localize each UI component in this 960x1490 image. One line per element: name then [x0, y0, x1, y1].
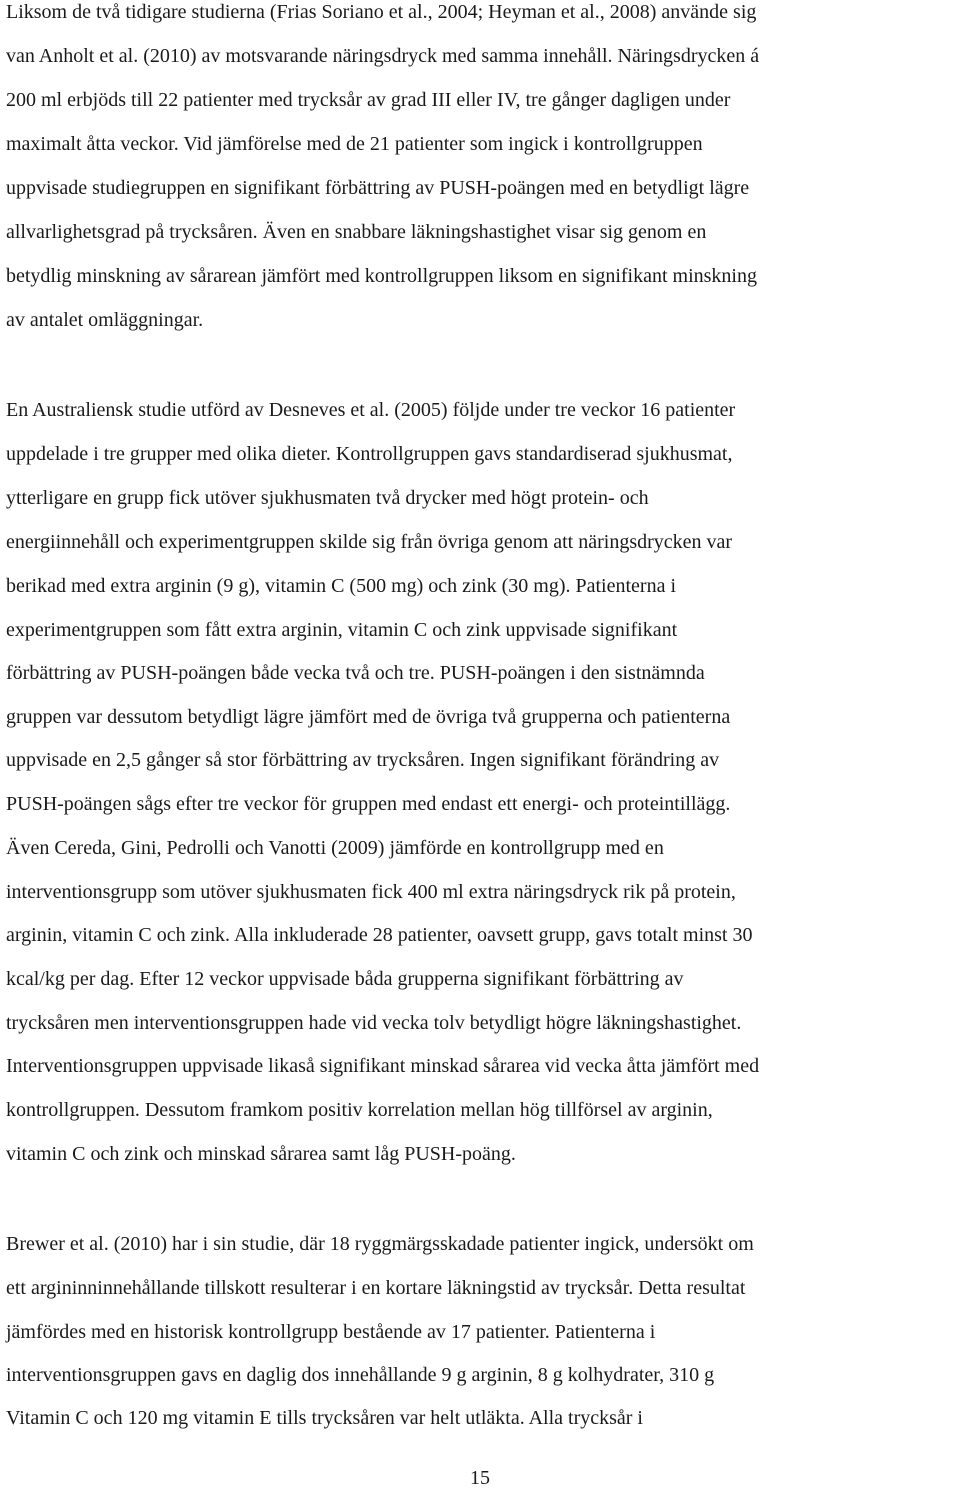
text-line: maximalt åtta veckor. Vid jämförelse med de 21 patienter som ingick i kontrollgruppen — [6, 133, 703, 155]
text-line: En Australiensk studie utförd av Desneves et al. (2005) följde under tre veckor 16 patienter — [6, 399, 736, 421]
text-line: gruppen var dessutom betydligt lägre jämfört med de övriga två grupperna och patienterna — [6, 706, 731, 728]
text-line: uppdelade i tre grupper med olika dieter. Kontrollgruppen gavs standardiserad sjukhusmat, — [6, 443, 733, 465]
text-line: Även Cereda, Gini, Pedrolli och Vanotti (2009) jämförde en kontrollgrupp med en — [6, 837, 664, 859]
text-line: van Anholt et al. (2010) av motsvarande näringsdryck med samma innehåll. Näringsdrycken á — [6, 45, 760, 67]
text-line: interventionsgrupp som utöver sjukhusmaten fick 400 ml extra näringsdryck rik på protein, — [6, 881, 736, 903]
text-line: interventionsgruppen gavs en daglig dos innehållande 9 g arginin, 8 g kolhydrater, 310 g — [6, 1364, 715, 1386]
text-line: 200 ml erbjöds till 22 patienter med trycksår av grad III eller IV, tre gånger dagligen under — [6, 89, 731, 111]
text-line: ett argininninnehållande tillskott resulterar i en kortare läkningstid av trycksår. Detta resultat — [6, 1277, 746, 1299]
text-line: kontrollgruppen. Dessutom framkom positiv korrelation mellan hög tillförsel av arginin, — [6, 1099, 713, 1121]
text-line: jämfördes med en historisk kontrollgrupp bestående av 17 patienter. Patienterna i — [6, 1321, 656, 1343]
text-line: Vitamin C och 120 mg vitamin E tills trycksåren var helt utläkta. Alla trycksår i — [6, 1407, 643, 1429]
text-line: trycksåren men interventionsgruppen hade vid vecka tolv betydligt högre läkningshastighet. — [6, 1012, 742, 1034]
text-line: arginin, vitamin C och zink. Alla inkluderade 28 patienter, oavsett grupp, gavs totalt minst 30 — [6, 924, 753, 946]
text-line: Liksom de två tidigare studierna (Frias Soriano et al., 2004; Heyman et al., 2008) använde sig — [6, 1, 757, 23]
text-line: vitamin C och zink och minskad sårarea samt låg PUSH-poäng. — [6, 1143, 516, 1165]
text-line: betydlig minskning av sårarean jämfört med kontrollgruppen liksom en signifikant minskning — [6, 265, 757, 287]
text-line: kcal/kg per dag. Efter 12 veckor uppvisade båda grupperna signifikant förbättring av — [6, 968, 684, 990]
text-line: allvarlighetsgrad på trycksåren. Även en snabbare läkningshastighet visar sig genom en — [6, 221, 707, 243]
text-line: energiinnehåll och experimentgruppen skilde sig från övriga genom att näringsdrycken var — [6, 531, 733, 553]
text-line: experimentgruppen som fått extra arginin, vitamin C och zink uppvisade signifikant — [6, 619, 678, 641]
text-line: Interventionsgruppen uppvisade likaså signifikant minskad sårarea vid vecka åtta jämfört med — [6, 1055, 760, 1077]
text-line: förbättring av PUSH-poängen både vecka två och tre. PUSH-poängen i den sistnämnda — [6, 662, 705, 684]
text-line: Brewer et al. (2010) har i sin studie, där 18 ryggmärgsskadade patienter ingick, undersökt om — [6, 1233, 754, 1255]
text-line: av antalet omläggningar. — [6, 309, 204, 331]
text-line: ytterligare en grupp fick utöver sjukhusmaten två drycker med högt protein- och — [6, 487, 649, 509]
text-line: berikad med extra arginin (9 g), vitamin C (500 mg) och zink (30 mg). Patienterna i — [6, 575, 677, 597]
text-line: uppvisade studiegruppen en signifikant förbättring av PUSH-poängen med en betydligt lägre — [6, 177, 750, 199]
text-line: PUSH-poängen sågs efter tre veckor för gruppen med endast ett energi- och proteintillägg. — [6, 793, 731, 815]
text-line: uppvisade en 2,5 gånger så stor förbättring av trycksåren. Ingen signifikant förändring av — [6, 749, 720, 771]
page-number: 15 — [470, 1467, 490, 1489]
